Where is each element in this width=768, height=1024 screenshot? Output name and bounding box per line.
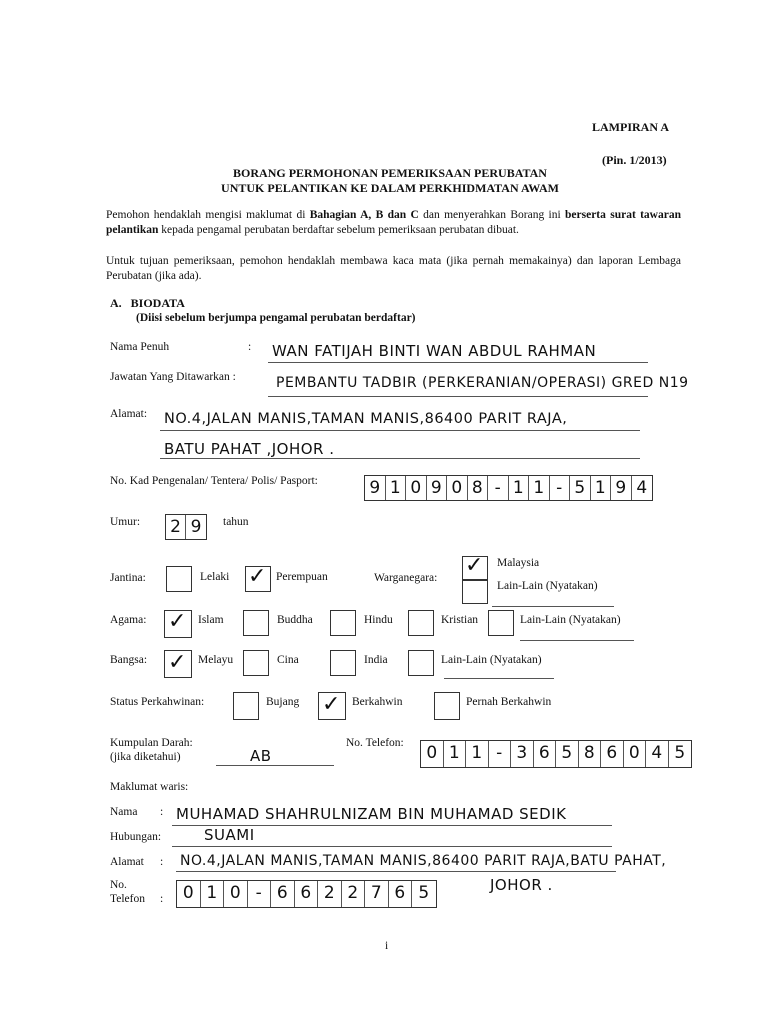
digit-cell: 9: [611, 476, 632, 500]
intro-text: Untuk tujuan pemeriksaan, pemohon hendaklah membawa kaca mata (jika pernah memakainya) dan laporan Lembaga Perubatan (jika ada).: [106, 255, 681, 282]
digit-cell: 5: [418, 883, 430, 903]
colon: :: [160, 893, 164, 905]
digit-cell: 8: [468, 476, 489, 500]
form-title-line2: UNTUK PELANTIKAN KE DALAM PERKHIDMATAN AWAM: [221, 181, 559, 195]
warganegara-lain-checkbox[interactable]: [462, 580, 488, 604]
alamat-label: Alamat:: [110, 408, 148, 420]
digit-cell: 1: [386, 476, 407, 500]
bangsa-lain-checkbox[interactable]: [408, 650, 434, 676]
buddha-checkbox[interactable]: [243, 610, 269, 636]
waris-nama-label: Nama: [110, 806, 138, 818]
darah-label-note: (jika diketahui): [110, 751, 181, 763]
waris-telefon-label-1: No.: [110, 879, 127, 891]
nama-label: Nama Penuh: [110, 341, 170, 353]
malaysia-label: Malaysia: [497, 557, 540, 569]
digit-cell: 0: [224, 881, 248, 907]
islam-label: Islam: [198, 614, 224, 626]
bangsa-lain-underline: [444, 678, 554, 679]
digit-cell: 9: [365, 476, 386, 500]
section-heading: A. BIODATA: [110, 296, 185, 310]
digit-cell: 3: [511, 741, 534, 767]
digit-cell: 1: [591, 476, 612, 500]
hubungan-underline: [172, 846, 612, 847]
umur-label: Umur:: [110, 516, 141, 528]
digit-cell: 7: [365, 881, 389, 907]
intro-paragraph-2: [106, 254, 681, 284]
pernah-berkahwin-label: Pernah Berkahwin: [466, 696, 552, 708]
cina-label: Cina: [277, 654, 299, 666]
alamat-underline-1: [160, 430, 640, 431]
digit-cell: 6: [389, 881, 413, 907]
jantina-label: Jantina:: [110, 572, 146, 584]
agama-lain-label: Lain-Lain (Nyatakan): [520, 614, 621, 626]
darah-value[interactable]: AB: [250, 747, 272, 765]
check-icon: ✓: [465, 553, 484, 578]
digit-cell: 0: [421, 741, 444, 767]
pin-label: (Pin. 1/2013): [602, 153, 667, 167]
waris-telefon-field[interactable]: [176, 880, 437, 908]
india-checkbox[interactable]: [330, 650, 356, 676]
alamat-line2[interactable]: BATU PAHAT ,JOHOR .: [164, 440, 335, 458]
digit-cell: 1: [509, 476, 530, 500]
digit-cell: 5: [570, 476, 591, 500]
check-icon: ✓: [248, 564, 267, 589]
waris-alamat-underline: [176, 871, 616, 872]
digit-cell: 1: [466, 741, 489, 767]
hubungan-label: Hubungan:: [110, 831, 162, 843]
agama-lain-checkbox[interactable]: [488, 610, 514, 636]
lampiran-label: LAMPIRAN A: [592, 120, 669, 134]
telefon-field[interactable]: [420, 740, 692, 768]
digit-cell: 4: [646, 741, 669, 767]
status-label: Status Perkahwinan:: [110, 696, 205, 708]
ic-label: No. Kad Pengenalan/ Tentera/ Polis/ Pasport:: [110, 475, 318, 487]
hubungan-value[interactable]: SUAMI: [204, 826, 255, 844]
agama-label: Agama:: [110, 614, 147, 626]
check-icon: ✓: [168, 609, 187, 634]
waris-nama-value[interactable]: MUHAMAD SHAHRULNIZAM BIN MUHAMAD SEDIK: [176, 805, 567, 823]
intro-bold-text: Bahagian A, B dan C: [309, 209, 419, 221]
melayu-label: Melayu: [198, 654, 234, 666]
form-title-line1: BORANG PERMOHONAN PEMERIKSAAN PERUBATAN: [233, 166, 547, 180]
intro-text: dan menyerahkan Borang ini: [418, 209, 566, 221]
jawatan-value[interactable]: PEMBANTU TADBIR (PERKERANIAN/OPERASI) GRED N19: [276, 375, 689, 391]
cina-checkbox[interactable]: [243, 650, 269, 676]
telefon-label: No. Telefon:: [346, 737, 404, 749]
digit-cell: -: [550, 476, 571, 500]
jawatan-label: Jawatan Yang Ditawarkan :: [110, 371, 236, 383]
digit-cell: 6: [534, 741, 557, 767]
digit-cell: 1: [529, 476, 550, 500]
digit-cell: 8: [579, 741, 602, 767]
pernah-berkahwin-checkbox[interactable]: [434, 692, 460, 720]
digit-cell: 2: [318, 881, 342, 907]
jawatan-underline: [268, 396, 648, 397]
umur-field[interactable]: [165, 514, 207, 540]
alamat-line1[interactable]: NO.4,JALAN MANIS,TAMAN MANIS,86400 PARIT RAJA,: [164, 411, 568, 427]
bujang-label: Bujang: [266, 696, 300, 708]
bangsa-lain-label: Lain-Lain (Nyatakan): [441, 654, 542, 666]
darah-underline: [216, 765, 334, 766]
digit-cell: 1: [201, 881, 225, 907]
waris-telefon-label-2: Telefon: [110, 893, 145, 905]
colon: :: [160, 856, 164, 868]
warganegara-lain-underline: [492, 606, 614, 607]
digit-cell: -: [248, 881, 272, 907]
digit-cell: 2: [166, 515, 186, 539]
colon: :: [160, 806, 164, 818]
page-number: i: [385, 940, 389, 952]
nama-underline: [268, 362, 648, 363]
digit-cell: 6: [271, 881, 295, 907]
hindu-label: Hindu: [364, 614, 393, 626]
india-label: India: [364, 654, 388, 666]
intro-text: Pemohon hendaklah mengisi maklumat di: [106, 209, 310, 221]
digit-cell: 4: [636, 478, 648, 498]
agama-lain-underline: [520, 640, 634, 641]
digit-cell: 0: [447, 476, 468, 500]
digit-cell: 0: [406, 476, 427, 500]
hindu-checkbox[interactable]: [330, 610, 356, 636]
warganegara-lain-label: Lain-Lain (Nyatakan): [497, 580, 598, 592]
digit-cell: 9: [190, 517, 202, 537]
nama-value[interactable]: WAN FATIJAH BINTI WAN ABDUL RAHMAN: [272, 342, 597, 360]
check-icon: ✓: [322, 692, 341, 717]
bujang-checkbox[interactable]: [233, 692, 259, 720]
digit-cell: 5: [674, 743, 686, 763]
lelaki-checkbox[interactable]: [166, 566, 192, 592]
digit-cell: -: [488, 476, 509, 500]
digit-cell: 0: [177, 881, 201, 907]
darah-label: Kumpulan Darah:: [110, 737, 193, 749]
waris-alamat-value[interactable]: NO.4,JALAN MANIS,TAMAN MANIS,86400 PARIT RAJA,BATU PAHAT,: [180, 853, 667, 869]
digit-cell: 9: [427, 476, 448, 500]
digit-cell: 6: [601, 741, 624, 767]
digit-cell: 0: [624, 741, 647, 767]
colon: :: [248, 341, 252, 353]
section-subheading: (Diisi sebelum berjumpa pengamal perubatan berdaftar): [136, 312, 416, 324]
digit-cell: -: [489, 741, 512, 767]
perempuan-label: Perempuan: [276, 571, 328, 583]
check-icon: ✓: [168, 650, 187, 675]
digit-cell: 6: [295, 881, 319, 907]
ic-number-field[interactable]: [364, 475, 653, 501]
warganegara-label: Warganegara:: [374, 572, 438, 584]
intro-bold-text: berserta surat tawaran pelantikan: [106, 209, 681, 236]
berkahwin-label: Berkahwin: [352, 696, 403, 708]
alamat-underline-2: [160, 458, 640, 459]
intro-paragraph-1: [106, 208, 681, 238]
lelaki-label: Lelaki: [200, 571, 230, 583]
bangsa-label: Bangsa:: [110, 654, 148, 666]
kristian-checkbox[interactable]: [408, 610, 434, 636]
digit-cell: 1: [444, 741, 467, 767]
digit-cell: 5: [556, 741, 579, 767]
kristian-label: Kristian: [441, 614, 479, 626]
waris-alamat-value-2[interactable]: JOHOR .: [490, 876, 553, 894]
digit-cell: 2: [342, 881, 366, 907]
intro-text: kepada pengamal perubatan berdaftar sebelum pemeriksaan perubatan dibuat.: [158, 224, 519, 236]
tahun-label: tahun: [223, 516, 249, 528]
waris-heading: Maklumat waris:: [110, 781, 189, 793]
waris-alamat-label: Alamat: [110, 856, 144, 868]
buddha-label: Buddha: [277, 614, 313, 626]
